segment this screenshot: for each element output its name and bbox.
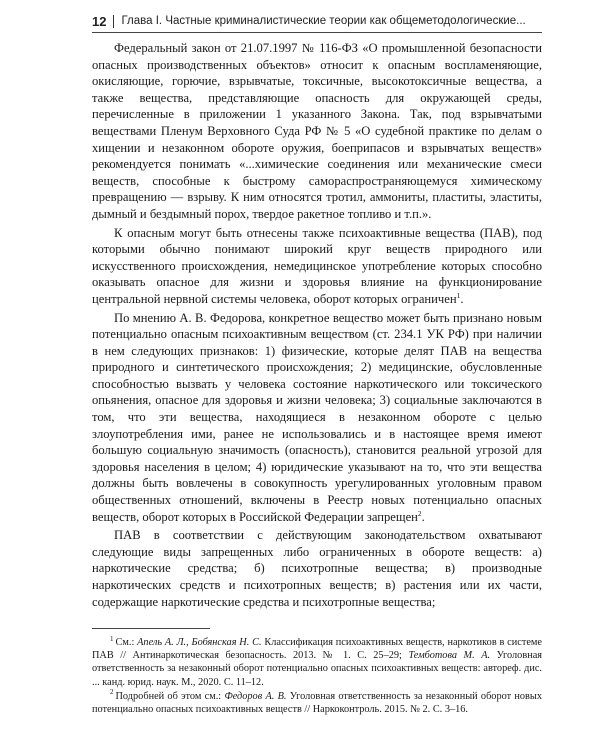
paragraph: К опасным могут быть отнесены также психоактивные вещества (ПАВ), под которыми обычно понимают широкий круг веществ природного или искусственного происхождения, немедицинское употребление которых способно оказывать опасное для жизни и здоровья влияние на функционирование центральной нервной системы человека, оборот которых ограничен$^1$. (92, 225, 542, 306)
running-header (92, 10, 542, 33)
footnotes (92, 636, 542, 717)
footnote: $^1$ См.: Апель А. Л., Бобянская Н. С. Классификация психоактивных веществ, наркотиков в системе ПАВ // Антинаркотическая безопасность. 2013. № 1. С. 25–29; Темботова М. А. Уголовная ответственность за незаконный оборот потенциально опасных психоактивных веществ: автореф. дис. ... канд. юрид. наук. М., 2020. С. 11–12. (92, 634, 543, 688)
main-text (92, 40, 542, 612)
page-number: 12 (92, 13, 107, 29)
paragraph: По мнению А. В. Федорова, конкретное вещество может быть признано новым потенциально опасным психоактивным веществом (ст. 234.1 УК РФ) при наличии в нем следующих признаков: 1) физические, которые делят ПАВ на вещества природного и синтетического происхождения; 2) медицинские, обусловленные способностью вызвать у человека состояние наркотического или токсического опьянения, опасное для здоровья и жизни человека; 3) социальные заключаются в том, что эти вещества, находящиеся в незаконном обороте с целью злоупотребления ими, ранее не использовались и в настоящее время имеют большую социальную значимость (опасность), становится реальной угрозой для здоровья населения в целом; 4) юридические указывают на то, что эти вещества должны быть вовлечены в совокупность урегулированных уголовным правом общественных отношений, включены в Реестр новых потенциально опасных веществ, оборот которых в Российской Федерации запрещен$^2$. (92, 310, 542, 524)
chapter-title: Глава I. Частные криминалистические теории как общеметодологические... (121, 15, 526, 27)
footnote: $^2$ Подробней об этом см.: Федоров А. В. Уголовная ответственность за незаконный оборот новых потенциально опасных психоактивных веществ // Наркоконтроль. 2015. № 2. С. 3–16. (92, 688, 542, 716)
header-divider (113, 15, 114, 28)
footnote-mark: 1 (110, 634, 114, 643)
footnote-divider (92, 628, 210, 629)
footnote-ref[interactable]: 1 (456, 290, 461, 300)
paragraph: ПАВ в соответствии с действующим законодательством охватывают следующие виды запрещенных либо ограниченных в обороте веществ: а) наркотические средства; б) психотропные вещества; в) производные наркотических средств и психотропных веществ; в) растения или их части, содержащие наркотические средства и психотропные вещества; (92, 528, 542, 609)
footnote-author: Апель А. Л., Бобянская Н. С. (137, 637, 262, 648)
footnote-author: Темботова М. А. (408, 650, 491, 662)
footnote-author: Федоров А. В. (224, 690, 287, 702)
paragraph: Федеральный закон от 21.07.1997 № 116-ФЗ «О промышленной безопасности опасных производственных объектов» относит к опасным воспламеняющие, окисляющие, горючие, взрывчатые, токсичные, высокотоксичные вещества, а также вещества, представляющие опасность для окружающей среды, перечисленные в приложении 1 указанного Закона. Так, под взрывчатыми веществами Пленум Верховного Суда РФ № 5 «О судебной практике по делам о хищении и незаконном обороте оружия, боеприпасов и взрывчатых веществ» рекомендуется понимать «...химические соединения или механические смеси веществ, способные к быстрому самораспространяющемуся химическому превращению — взрыву. К ним относятся тротил, аммониты, пластиты, эластиты, дымный и бездымный порох, твердое ракетное топливо и т.п.». (92, 41, 542, 221)
footnote-mark: 2 (110, 688, 114, 697)
footnote-ref[interactable]: 2 (417, 508, 422, 518)
